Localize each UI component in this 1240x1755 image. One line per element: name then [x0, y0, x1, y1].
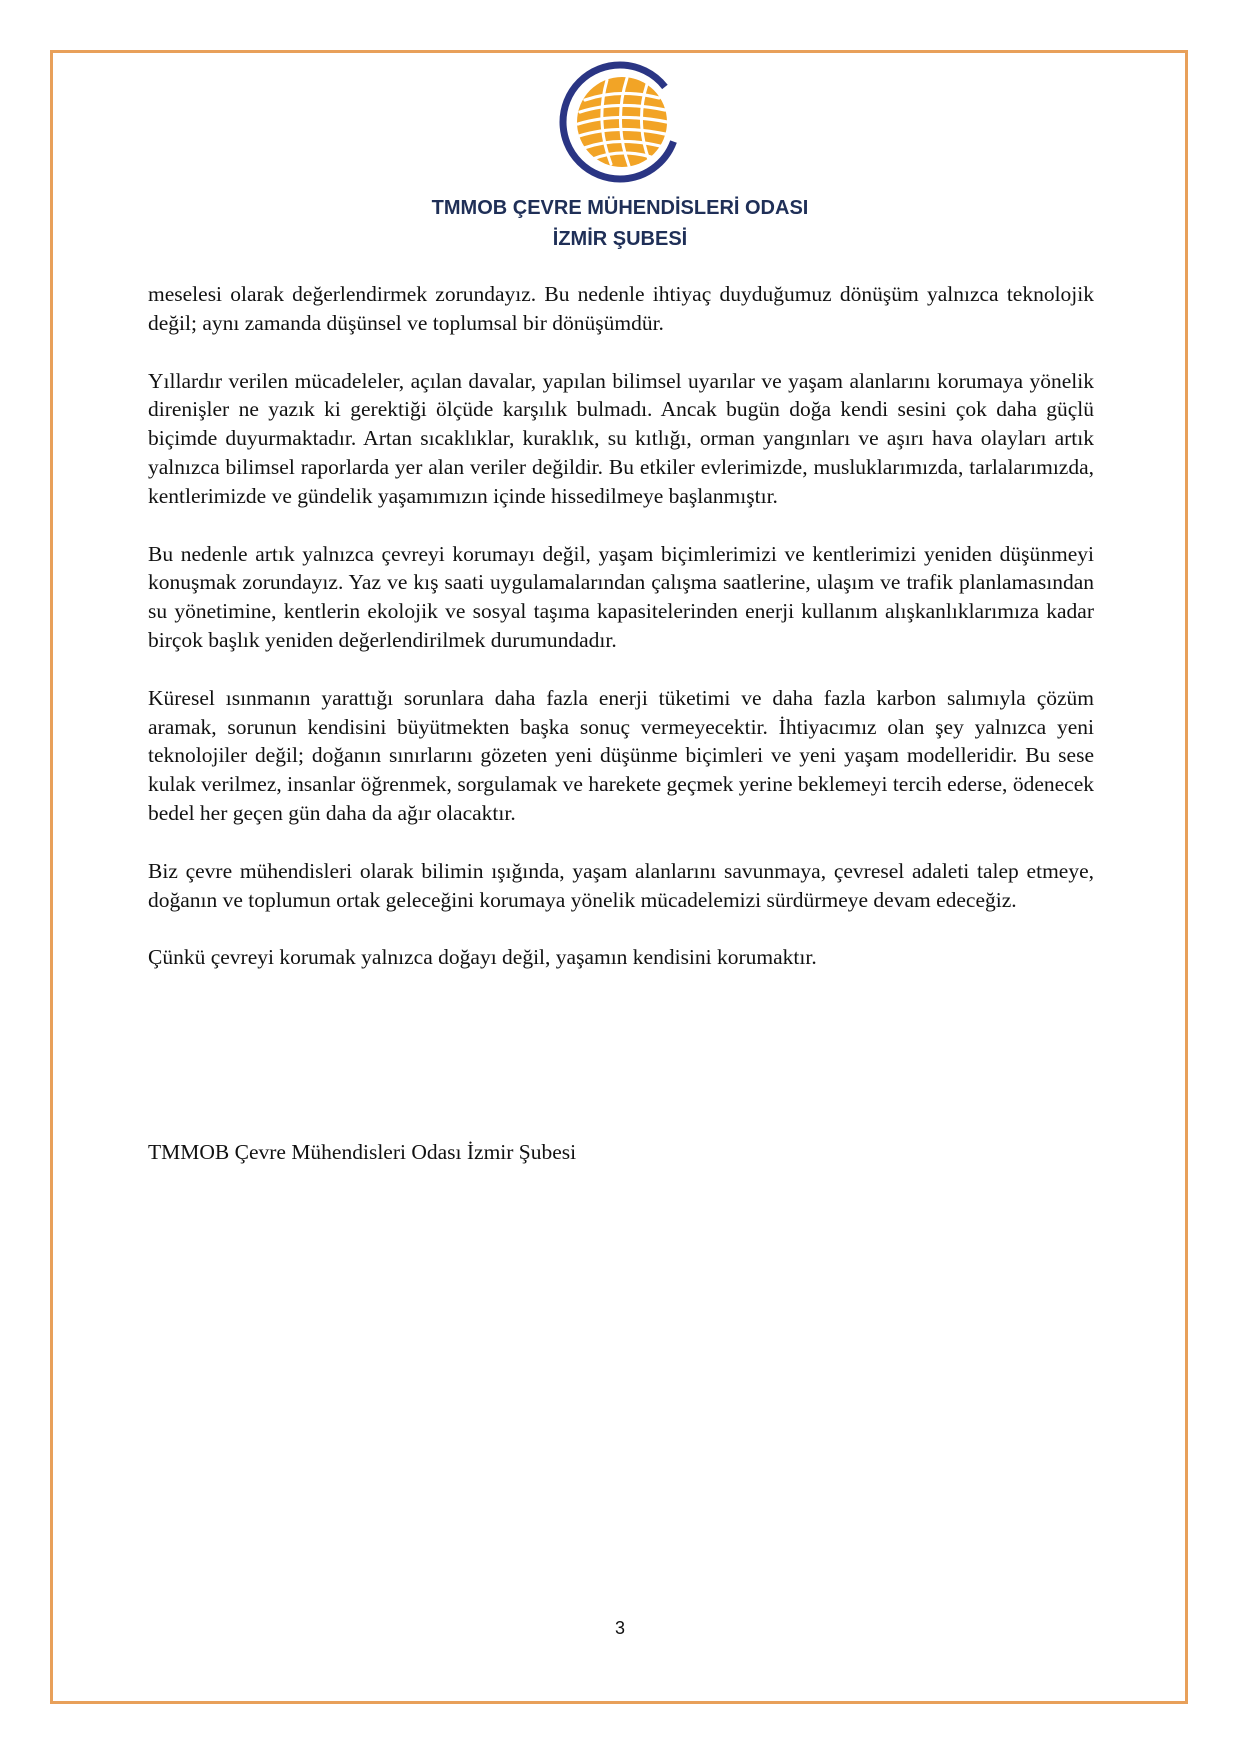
paragraph: Küresel ısınmanın yarattığı sorunlara daha fazla enerji tüketimi ve daha fazla karbon salımıyla çözüm aramak, sorunun kendisini büyütmekten başka sonuç vermeyecektir. İhtiyacımız olan şey yalnızca yeni teknolojiler değil; doğanın sınırlarını gözeten yeni düşünme biçimleri ve yeni yaşam modelleridir. Bu sese kulak verilmez, insanlar öğrenmek, sorgulamak ve harekete geçmek yerine beklemeyi tercih ederse, ödenecek bedel her geçen gün daha da ağır olacaktır.: [148, 685, 1094, 825]
chamber-globe-logo-icon: [555, 60, 685, 190]
paragraph: Yıllardır verilen mücadeleler, açılan davalar, yapılan bilimsel uyarılar ve yaşam alanlarını korumaya yönelik direnişler ne yazık ki gerektiği ölçüde karşılık bulmadı. Ancak bugün doğa kendi sesini çok daha güçlü biçimde duyurmaktadır. Artan sıcaklıklar, kuraklık, su kıtlığı, orman yangınları ve aşırı hava olayları artık yalnızca bilimsel raporlarda yer alan veriler değildir. Bu etkiler evlerimizde, musluklarımızda, tarlalarımızda, kentlerimizde ve gündelik yaşamımızın içinde hissedilmeye başlanmıştır.: [148, 368, 1094, 508]
closing-paragraph: Çünkü çevreyi korumak yalnızca doğayı değil, yaşamın kendisini korumaktır.: [148, 945, 817, 970]
paragraph: meselesi olarak değerlendirmek zorundayız. Bu nedenle ihtiyaç duyduğumuz dönüşüm yalnızca teknolojik değil; aynı zamanda düşünsel ve toplumsal bir dönüşümdür.: [148, 282, 1094, 335]
paragraph: Biz çevre mühendisleri olarak bilimin ışığında, yaşam alanlarını savunmaya, çevresel adaleti talep etmeye, doğanın ve toplumun ortak geleceğini korumaya yönelik mücadelemizi sürdürmeye devam edeceğiz.: [148, 858, 1094, 912]
paragraph: Bu nedenle artık yalnızca çevreyi korumayı değil, yaşam biçimlerimizi ve kentlerimizi yeniden düşünmeyi konuşmak zorundayız. Yaz ve kış saati uygulamalarından çalışma saatlerine, ulaşım ve trafik planlamasından su yönetimine, kentlerin ekolojik ve sosyal taşıma kapasitelerinden enerji kullanım alışkanlıklarımıza kadar birçok başlık yeniden değerlendirilmek durumundadır.: [148, 541, 1094, 652]
organization-title: TMMOB ÇEVRE MÜHENDİSLERİ ODASI: [431, 197, 809, 219]
organization-branch: İZMİR ŞUBESİ: [552, 228, 688, 250]
signature: TMMOB Çevre Mühendisleri Odası İzmir Şubesi: [148, 1140, 577, 1164]
page-number: 3: [614, 1618, 625, 1638]
letter-body: [148, 280, 1094, 1001]
